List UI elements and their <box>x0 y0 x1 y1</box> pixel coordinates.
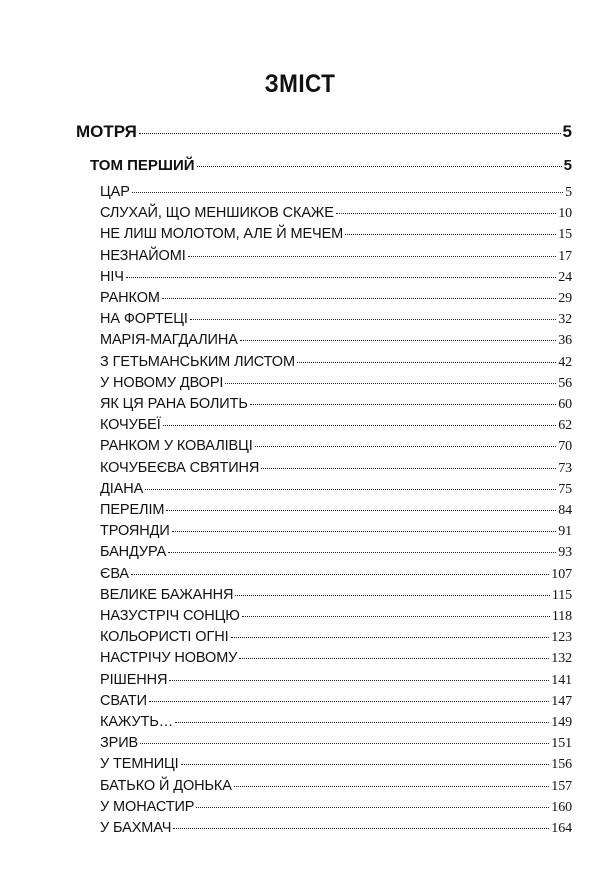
toc-entry-label: З ГЕТЬМАНСЬКИМ ЛИСТОМ <box>100 353 295 370</box>
dot-leader <box>261 468 556 469</box>
toc-entry-page: 147 <box>551 693 572 709</box>
dot-leader <box>175 722 549 723</box>
toc-chapter-entry[interactable] <box>100 523 572 540</box>
toc-chapter-entry[interactable] <box>100 587 572 604</box>
toc-chapter-entry[interactable] <box>100 629 572 646</box>
dot-leader <box>139 133 561 134</box>
toc-entry-label: ВЕЛИКЕ БАЖАННЯ <box>100 586 234 603</box>
page-title: ЗМІСТ <box>264 70 336 98</box>
toc-entry-page: 84 <box>558 503 572 518</box>
toc-entry-label: У БАХМАЧ <box>100 820 172 836</box>
toc-entry-page: 60 <box>558 397 572 412</box>
toc-entry-page: 5 <box>565 185 572 200</box>
toc-entry-label: КОЛЬОРИСТІ ОГНІ <box>100 629 229 646</box>
toc-entry-page: 107 <box>551 566 572 582</box>
dot-leader <box>169 680 549 681</box>
dot-leader <box>149 701 549 702</box>
dot-leader <box>131 574 549 575</box>
toc-entry-label: КОЧУБЕЄВА СВЯТИНЯ <box>100 459 260 476</box>
toc-entry-label: НІЧ <box>100 268 124 285</box>
toc-entry-page: 151 <box>551 736 572 752</box>
toc-entry-page: 10 <box>558 206 572 222</box>
toc-entry-page: 160 <box>551 799 572 815</box>
dot-leader <box>231 637 550 638</box>
toc-entry-page: 156 <box>551 757 572 773</box>
toc-entry-page: 123 <box>551 630 572 646</box>
toc-entry-page: 75 <box>558 481 572 497</box>
toc-chapter-entry[interactable] <box>100 332 572 349</box>
dot-leader <box>196 807 549 808</box>
toc-entry-page: 141 <box>551 672 572 688</box>
toc-chapter-entry[interactable] <box>100 375 572 392</box>
toc-entry-page: 91 <box>558 524 572 540</box>
toc-entry-page: 5 <box>563 157 572 174</box>
toc-part-entry[interactable] <box>76 122 572 142</box>
toc-chapter-entry[interactable] <box>100 799 572 816</box>
toc-entry-label: ЯК ЦЯ РАНА БОЛИТЬ <box>100 396 248 412</box>
toc-entry-label: ПЕРЕЛІМ <box>100 502 165 518</box>
toc-entry-page: 24 <box>558 269 572 285</box>
dot-leader <box>345 234 556 235</box>
toc-entry-label: НАЗУСТРІЧ СОНЦЮ <box>100 608 240 624</box>
dot-leader <box>240 340 556 341</box>
toc-entry-label: КАЖУТЬ… <box>100 714 174 730</box>
dot-leader <box>197 166 562 167</box>
toc-chapter-entry[interactable] <box>100 544 572 561</box>
toc-chapter-entry[interactable] <box>100 205 572 222</box>
toc-entry-page: 157 <box>551 778 572 794</box>
toc-entry-label: РАНКОМ <box>100 290 160 306</box>
toc-entry-label: ТОМ ПЕРШИЙ <box>90 157 195 174</box>
toc-entry-label: ЦАР <box>100 184 130 200</box>
dot-leader <box>168 552 556 553</box>
dot-leader <box>255 446 557 447</box>
toc-entry-page: 118 <box>551 609 572 624</box>
toc-chapter-entry[interactable] <box>100 248 572 265</box>
toc-entry-page: 149 <box>551 715 572 730</box>
toc-entry-page: 93 <box>558 545 572 561</box>
toc-entry-page: 132 <box>551 651 572 667</box>
toc-entry-label: НЕЗНАЙОМІ <box>100 247 186 264</box>
toc-entry-page: 15 <box>558 227 572 243</box>
toc-chapter-entry[interactable] <box>100 438 572 455</box>
toc-chapter-entry[interactable] <box>100 184 572 201</box>
dot-leader <box>250 404 556 405</box>
toc-chapter-entry[interactable] <box>100 460 572 477</box>
toc-chapter-entry[interactable] <box>100 417 572 434</box>
toc-entry-label: СВАТИ <box>100 692 147 709</box>
dot-leader <box>188 256 557 257</box>
dot-leader <box>336 213 556 214</box>
toc-chapter-entry[interactable] <box>100 290 572 307</box>
toc-entry-label: СЛУХАЙ, ЩО МЕНШИКОВ СКАЖЕ <box>100 205 334 222</box>
toc-chapter-entry[interactable] <box>100 502 572 519</box>
dot-leader <box>172 531 557 532</box>
toc-entry-label: МОТРЯ <box>76 122 137 141</box>
toc-chapter-entry[interactable] <box>100 396 572 413</box>
toc-chapter-entry[interactable] <box>100 693 572 710</box>
dot-leader <box>126 277 556 278</box>
toc-entry-label: ДІАНА <box>100 480 144 497</box>
toc-entry-page: 164 <box>551 821 572 836</box>
toc-chapter-entry[interactable] <box>100 672 572 689</box>
dot-leader <box>297 362 556 363</box>
toc-entry-label: НЕ ЛИШ МОЛОТОМ, АЛЕ Й МЕЧЕМ <box>100 226 344 243</box>
dot-leader <box>181 764 550 765</box>
toc-entry-page: 29 <box>558 291 572 306</box>
toc-entry-label: ЄВА <box>100 565 129 582</box>
toc-chapter-entry[interactable] <box>100 226 572 243</box>
toc-volume-entry[interactable] <box>90 157 572 174</box>
toc-chapter-entry[interactable] <box>100 608 572 625</box>
dot-leader <box>239 658 549 659</box>
toc-entry-page: 32 <box>558 312 572 328</box>
toc-chapter-entry[interactable] <box>100 650 572 667</box>
dot-leader <box>234 786 549 787</box>
toc-entry-page: 62 <box>558 418 572 434</box>
toc-entry-label: НАСТРІЧУ НОВОМУ <box>100 650 238 667</box>
dot-leader <box>173 828 549 829</box>
dot-leader <box>145 489 556 490</box>
toc-entry-page: 5 <box>562 122 572 141</box>
dot-leader <box>225 383 556 384</box>
toc-entry-label: У ТЕМНИЦІ <box>100 756 179 773</box>
dot-leader <box>235 595 549 596</box>
toc-chapter-entry[interactable] <box>100 714 572 731</box>
toc-entry-page: 73 <box>558 460 572 476</box>
toc-entry-label: НА ФОРТЕЦІ <box>100 311 188 328</box>
dot-leader <box>162 298 556 299</box>
dot-leader <box>166 510 556 511</box>
toc-entry-page: 42 <box>558 354 572 370</box>
toc-entry-label: У НОВОМУ ДВОРІ <box>100 374 224 391</box>
toc-chapter-entry[interactable] <box>100 311 572 328</box>
toc-entry-label: БАНДУРА <box>100 544 167 561</box>
toc-entry-page: 70 <box>558 439 572 455</box>
toc-entry-label: РІШЕННЯ <box>100 671 168 688</box>
toc-entry-label: ТРОЯНДИ <box>100 523 170 540</box>
toc-entry-page: 56 <box>558 375 572 391</box>
toc-entry-page: 36 <box>558 333 572 349</box>
toc-chapter-entry[interactable] <box>100 269 572 286</box>
dot-leader <box>163 425 557 426</box>
toc-entry-label: У МОНАСТИР <box>100 798 195 815</box>
toc-chapter-entry[interactable] <box>100 566 572 583</box>
toc-entry-page: 115 <box>551 587 572 603</box>
toc-chapter-entry[interactable] <box>100 354 572 371</box>
toc-chapter-entry[interactable] <box>100 756 572 773</box>
toc-chapter-entry[interactable] <box>100 778 572 795</box>
dot-leader <box>140 743 549 744</box>
toc-entry-label: ЗРИВ <box>100 735 139 752</box>
toc-entry-label: КОЧУБЕЇ <box>100 417 161 434</box>
toc-chapter-entry[interactable] <box>100 820 572 837</box>
toc-entry-page: 17 <box>558 248 572 264</box>
dot-leader <box>132 192 563 193</box>
toc-entry-label: БАТЬКО Й ДОНЬКА <box>100 777 232 794</box>
dot-leader <box>190 319 556 320</box>
toc-entry-label: МАРІЯ-МАГДАЛИНА <box>100 332 238 349</box>
toc-chapter-entry[interactable] <box>100 481 572 498</box>
toc-entry-label: РАНКОМ У КОВАЛІВЦІ <box>100 438 253 455</box>
dot-leader <box>242 616 550 617</box>
toc-chapter-entry[interactable] <box>100 735 572 752</box>
